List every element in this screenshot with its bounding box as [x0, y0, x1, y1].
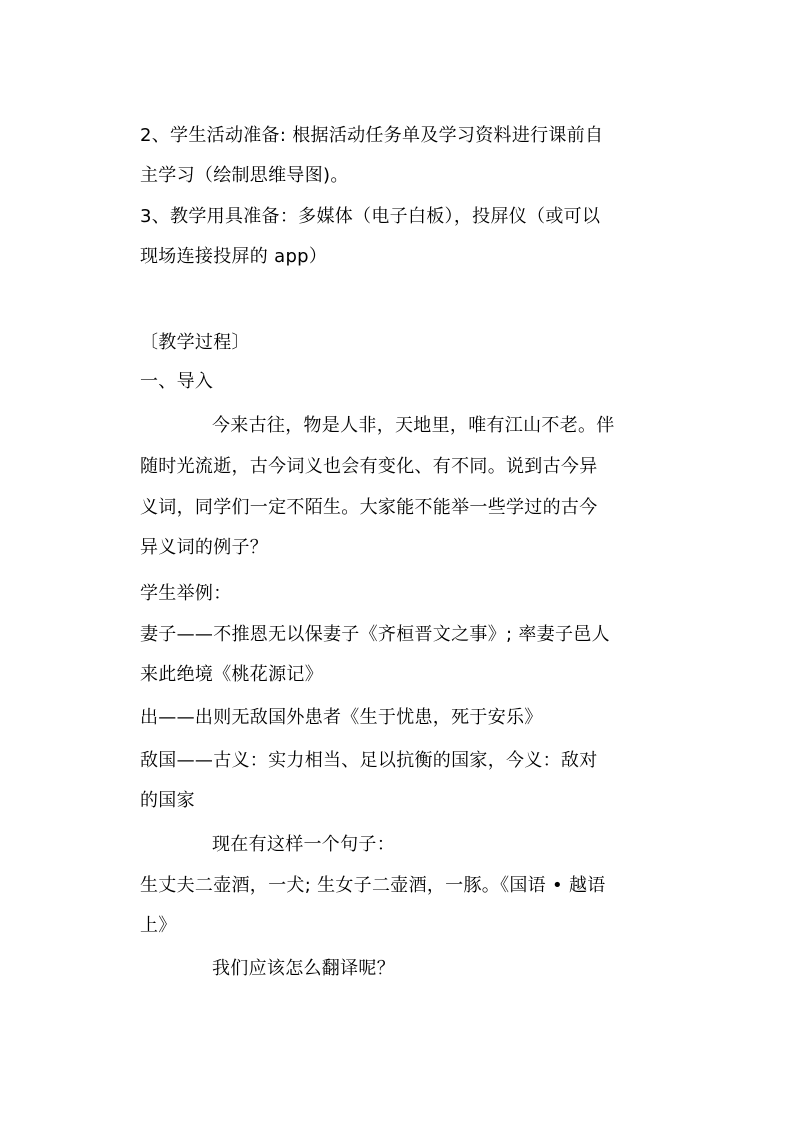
process-heading: 〔教学过程〕	[140, 332, 250, 353]
prep-item-3-line-1: 3、教学用具准备：多媒体（电子白板），投屏仪（或可以	[140, 206, 601, 227]
intro-paragraph-line-4: 异义词的例子？	[140, 537, 269, 558]
example-3-line-1: 敌国——古义：实力相当、足以抗衡的国家，今义：敌对	[140, 750, 598, 771]
prep-item-3-line-2: 现场连接投屏的 app）	[140, 246, 328, 267]
examples-label: 学生举例：	[140, 583, 232, 604]
example-2: 出——出则无敌国外患者《生于忧患，死于安乐》	[140, 707, 543, 728]
example-3-line-2: 的国家	[140, 790, 195, 811]
section-1-title: 一、导入	[140, 371, 214, 392]
example-1-line-2: 来此绝境《桃花源记》	[140, 664, 323, 685]
sentence-intro: 现在有这样一个句子：	[212, 834, 395, 855]
example-1-line-1: 妻子——不推恩无以保妻子《齐桓晋文之事》; 率妻子邑人	[140, 624, 610, 645]
sentence-line-2: 上》	[140, 915, 177, 936]
prep-item-2-line-2: 主学习（绘制思维导图)。	[140, 165, 349, 186]
intro-paragraph-line-3: 义词，同学们一定不陌生。大家能不能举一些学过的古今	[140, 497, 598, 518]
sentence-line-1: 生丈夫二壶酒，一犬; 生女子二壶酒，一豚。《国语 • 越语	[140, 875, 606, 896]
translation-question: 我们应该怎么翻译呢？	[212, 958, 395, 979]
intro-paragraph-line-1: 今来古往，物是人非，天地里，唯有江山不老。伴	[212, 415, 615, 436]
intro-paragraph-line-2: 随时光流逝，古今词义也会有变化、有不同。说到古今异	[140, 456, 598, 477]
prep-item-2-line-1: 2、学生活动准备: 根据活动任务单及学习资料进行课前自	[140, 125, 604, 146]
